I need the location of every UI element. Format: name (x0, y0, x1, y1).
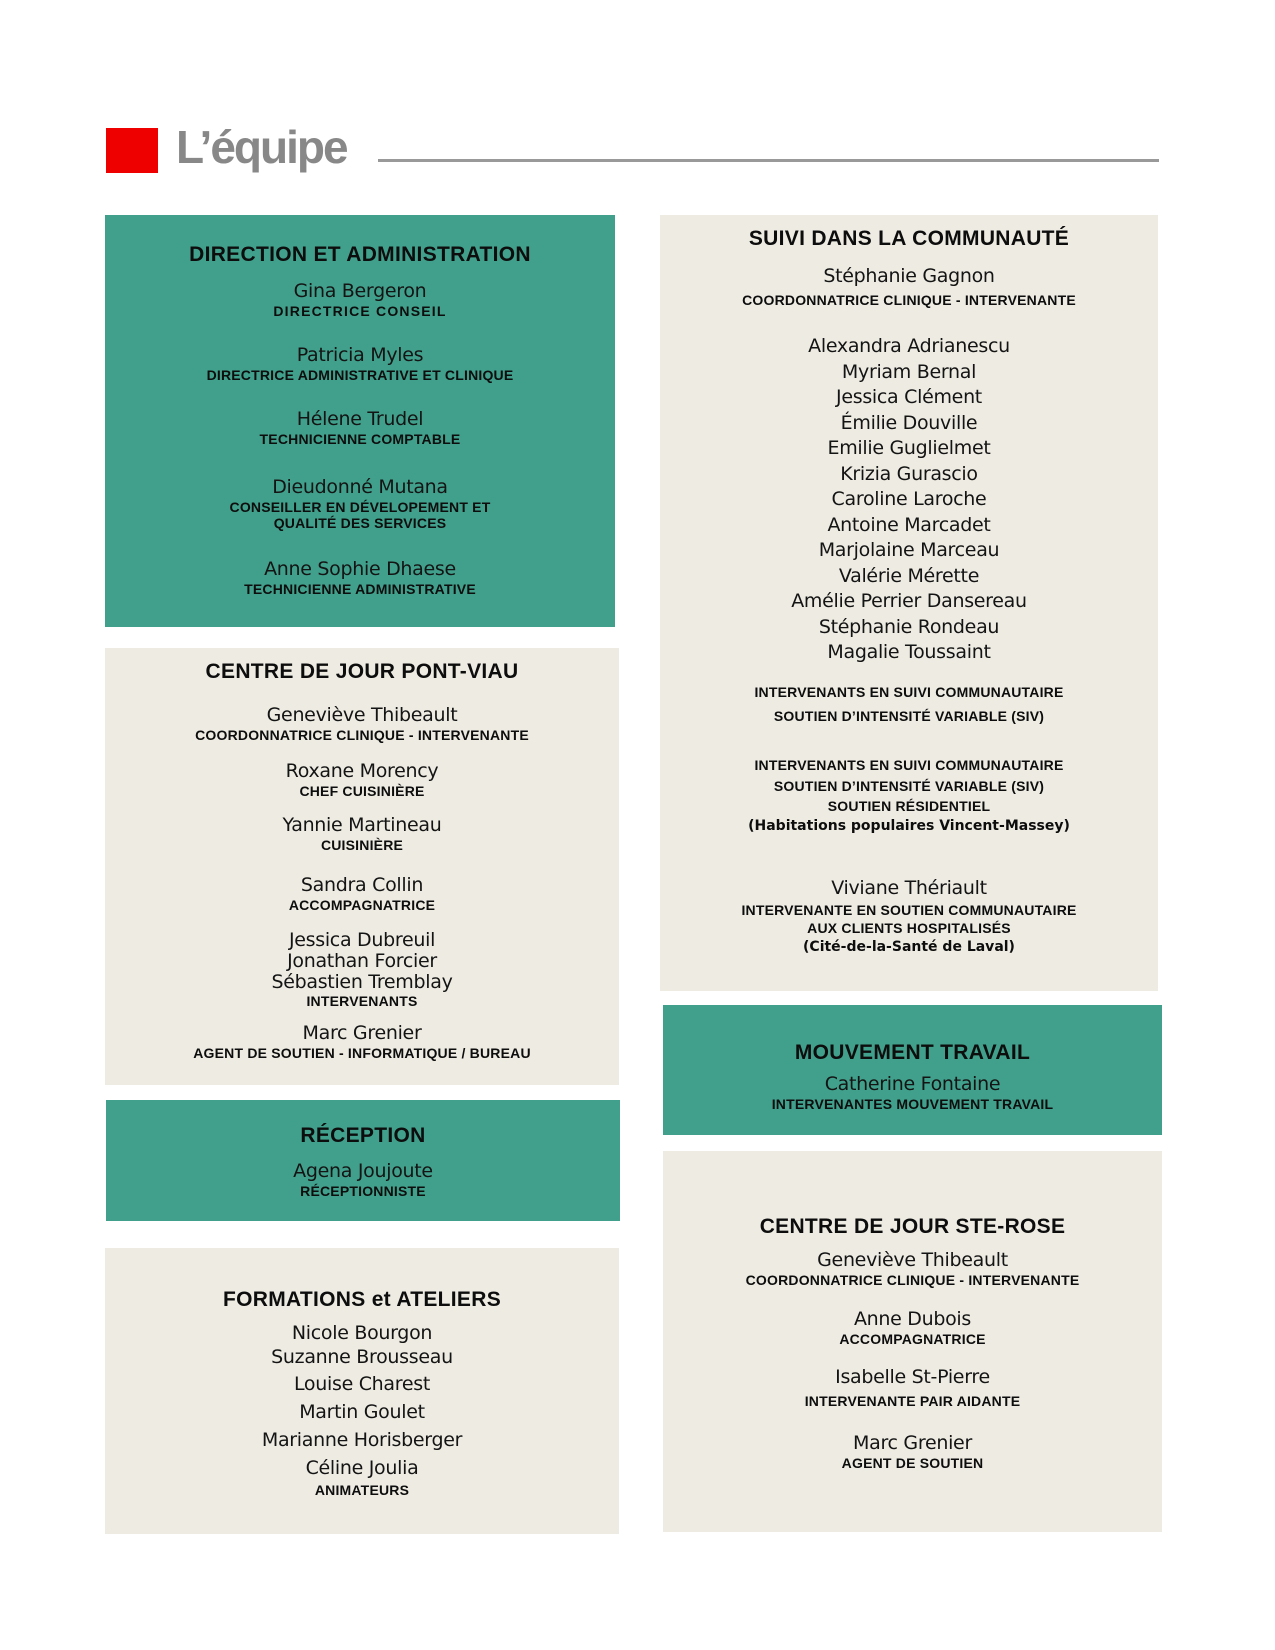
person-role: TECHNICIENNE COMPTABLE (259, 431, 461, 447)
person-name: Martin Goulet (299, 1401, 425, 1423)
person-name: Patricia Myles (296, 344, 424, 366)
suivi-names-list (660, 334, 1158, 666)
person-role-note: (Habitations populaires Vincent-Massey) (748, 817, 1070, 834)
person-name: Viviane Thériault (831, 876, 987, 899)
section-ste-rose (663, 1151, 1162, 1532)
person-name: Geneviève Thibeault (266, 704, 458, 726)
section-title: MOUVEMENT TRAVAIL (794, 1041, 1031, 1064)
section-pont-viau (105, 648, 619, 1085)
person-name: Antoine Marcadet (827, 513, 991, 536)
section-mouvement-travail (663, 1005, 1162, 1135)
person-name: Céline Joulia (305, 1457, 419, 1479)
person-name: Hélene Trudel (296, 408, 424, 430)
person-name: Marjolaine Marceau (818, 539, 1000, 561)
person-name: Stéphanie Rondeau (818, 615, 1000, 638)
person-name: Catherine Fontaine (824, 1073, 1001, 1095)
person-name: Emilie Guglielmet (827, 437, 991, 459)
section-title: CENTRE DE JOUR STE-ROSE (759, 1215, 1066, 1238)
person-role: SOUTIEN D’INTENSITÉ VARIABLE (SIV) (773, 707, 1045, 724)
section-reception (106, 1100, 620, 1221)
section-direction (105, 215, 615, 627)
person-name: Marc Grenier (302, 1022, 422, 1044)
section-formations (105, 1248, 619, 1534)
page-title: L’équipe (176, 121, 347, 173)
person-role: ACCOMPAGNATRICE (288, 897, 436, 913)
person-name: Dieudonné Mutana (272, 476, 448, 498)
person-name: Jonathan Forcier (287, 950, 437, 972)
person-role: DIRECTRICE CONSEIL (273, 303, 447, 319)
person-name: Sébastien Tremblay (271, 971, 453, 993)
person-name: Magalie Toussaint (827, 641, 991, 663)
person-name: Anne Dubois (853, 1308, 972, 1330)
section-title: DIRECTION ET ADMINISTRATION (189, 243, 531, 266)
person-role: TECHNICIENNE ADMINISTRATIVE (244, 581, 476, 597)
title-rule (378, 159, 1159, 162)
person-role: CUISINIÈRE (320, 837, 404, 853)
person-name: Krizia Gurascio (840, 462, 978, 485)
person-name: Stéphanie Gagnon (823, 265, 995, 287)
person-name: Jessica Dubreuil (288, 929, 436, 951)
person-name: Suzanne Brousseau (271, 1346, 453, 1368)
section-suivi (660, 215, 1158, 991)
person-name: Geneviève Thibeault (817, 1249, 1008, 1271)
person-name: Nicole Bourgon (291, 1322, 433, 1344)
person-role: INTERVENANTE PAIR AIDANTE (804, 1393, 1021, 1409)
person-name: Valérie Mérette (838, 564, 980, 587)
person-role: INTERVENANTE EN SOUTIEN COMMUNAUTAIRE (741, 901, 1077, 918)
person-role: RÉCEPTIONNISTE (300, 1183, 426, 1199)
person-name: Sandra Collin (300, 874, 424, 896)
person-name: Jessica Clément (836, 386, 982, 408)
section-title: CENTRE DE JOUR PONT-VIAU (205, 660, 519, 683)
person-role: AGENT DE SOUTIEN (841, 1455, 984, 1471)
person-role: SOUTIEN D’INTENSITÉ VARIABLE (SIV) (773, 777, 1045, 794)
person-role-note: (Cité-de-la-Santé de Laval) (803, 938, 1015, 955)
person-role: INTERVENANTES MOUVEMENT TRAVAIL (771, 1096, 1054, 1112)
person-name: Amélie Perrier Dansereau (791, 590, 1027, 612)
person-name: Louise Charest (293, 1373, 430, 1395)
person-role: COORDONNATRICE CLINIQUE - INTERVENANTE (742, 292, 1076, 308)
person-role: SOUTIEN RÉSIDENTIEL (827, 797, 991, 814)
person-role: AUX CLIENTS HOSPITALISÉS (807, 919, 1011, 936)
person-name: Marianne Horisberger (261, 1429, 463, 1451)
person-role: DIRECTRICE ADMINISTRATIVE ET CLINIQUE (206, 367, 514, 383)
person-name: Myriam Bernal (841, 360, 977, 383)
person-role: INTERVENANTS EN SUIVI COMMUNAUTAIRE (754, 683, 1064, 700)
red-square-marker (106, 128, 158, 173)
person-role: COORDONNATRICE CLINIQUE - INTERVENANTE (195, 727, 529, 743)
person-name: Anne Sophie Dhaese (264, 558, 456, 580)
person-role: QUALITÉ DES SERVICES (273, 515, 447, 531)
person-role: AGENT DE SOUTIEN - INFORMATIQUE / BUREAU (193, 1045, 531, 1061)
person-role: COORDONNATRICE CLINIQUE - INTERVENANTE (745, 1272, 1080, 1288)
person-role: ACCOMPAGNATRICE (839, 1331, 986, 1347)
person-name: Yannie Martineau (282, 814, 442, 836)
person-name: Agena Joujoute (293, 1160, 433, 1182)
section-title: SUIVI DANS LA COMMUNAUTÉ (748, 227, 1070, 250)
person-name: Gina Bergeron (293, 280, 427, 302)
person-name: Roxane Morency (285, 760, 439, 782)
section-title: RÉCEPTION (300, 1124, 426, 1147)
person-name: Isabelle St-Pierre (835, 1366, 990, 1388)
person-role: INTERVENANTS (306, 993, 418, 1009)
page-header (0, 0, 1275, 190)
person-name: Alexandra Adrianescu (808, 335, 1010, 357)
section-title: FORMATIONS et ATELIERS (222, 1288, 502, 1311)
person-role: CONSEILLER EN DÉVELOPEMENT ET (229, 499, 491, 515)
person-name: Émilie Douville (840, 411, 978, 434)
person-role: ANIMATEURS (314, 1482, 410, 1498)
person-role: CHEF CUISINIÈRE (299, 783, 425, 799)
person-role: INTERVENANTS EN SUIVI COMMUNAUTAIRE (754, 756, 1064, 773)
person-name: Marc Grenier (853, 1432, 972, 1454)
person-name: Caroline Laroche (831, 488, 987, 510)
